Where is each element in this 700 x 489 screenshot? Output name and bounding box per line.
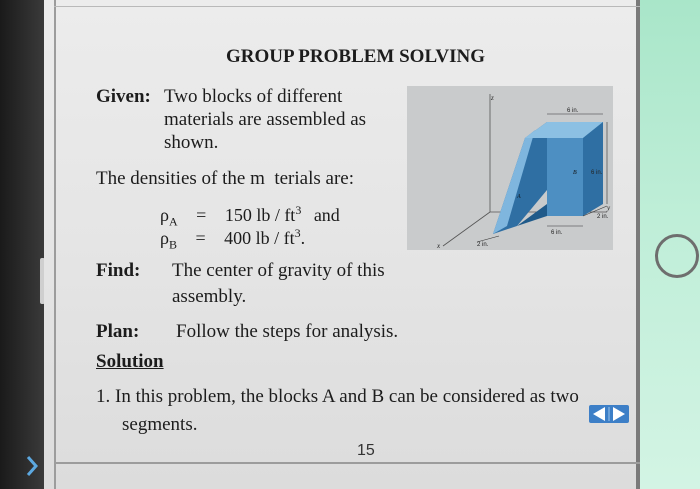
dim-right: 6 in. <box>591 170 603 176</box>
rho-symbol: ρ <box>160 205 169 225</box>
rho-subscript: A <box>168 214 178 229</box>
densities-intro: The densities of the m terials are: <box>96 168 354 189</box>
blocks-figure <box>407 86 613 250</box>
find-label: Find: <box>96 260 141 281</box>
given-label: Given: <box>96 86 151 107</box>
density-value: 400 lb / ft <box>224 228 295 248</box>
slide-top-rule <box>54 6 640 7</box>
slide-bottom-rule <box>54 462 640 464</box>
conjunction: and <box>313 205 340 225</box>
dim-depth-right: 2 in. <box>597 214 609 220</box>
frame-left <box>0 0 44 489</box>
exponent: 3 <box>295 203 302 217</box>
circle-button-icon[interactable] <box>655 234 699 278</box>
given-text-line1: Two blocks of different <box>164 86 343 107</box>
solution-step1-line1: 1. In this problem, the blocks A and B can be considered as two <box>96 386 579 407</box>
find-text-line1: The center of gravity of this <box>172 260 385 281</box>
given-text-line3: shown. <box>164 132 219 153</box>
given-text-line2: materials are assembled as <box>164 109 367 130</box>
rho-symbol: ρ <box>160 228 169 248</box>
plan-text: Follow the steps for analysis. <box>176 321 399 342</box>
block-a-label: A <box>517 194 521 200</box>
plan-label: Plan: <box>96 321 140 342</box>
dim-bottom: 6 in. <box>551 230 563 236</box>
chevron-right-icon[interactable] <box>24 454 40 478</box>
dim-depth-left: 2 in. <box>477 242 489 248</box>
density-b <box>160 226 305 253</box>
density-value: 150 lb / ft <box>224 205 296 225</box>
block-b-label: B <box>573 170 577 176</box>
equals: = <box>196 205 207 225</box>
dim-top: 6 in. <box>567 108 579 114</box>
period: . <box>300 228 306 248</box>
axis-label-x: x <box>437 242 441 250</box>
slide-left-rule <box>54 0 56 489</box>
equals: = <box>195 228 206 248</box>
find-text-line2: assembly. <box>172 286 247 307</box>
solution-step1-line2: segments. <box>122 414 198 435</box>
slide <box>44 0 640 489</box>
exponent: 3 <box>294 226 301 240</box>
solution-heading: Solution <box>96 351 164 372</box>
axis-label-y: y <box>607 204 611 212</box>
page-number: 15 <box>357 442 375 459</box>
prev-next-arrows-icon[interactable] <box>589 405 629 423</box>
axis-label-z: z <box>491 94 494 102</box>
slide-title: GROUP PROBLEM SOLVING <box>226 46 486 67</box>
rho-subscript: B <box>168 237 177 252</box>
